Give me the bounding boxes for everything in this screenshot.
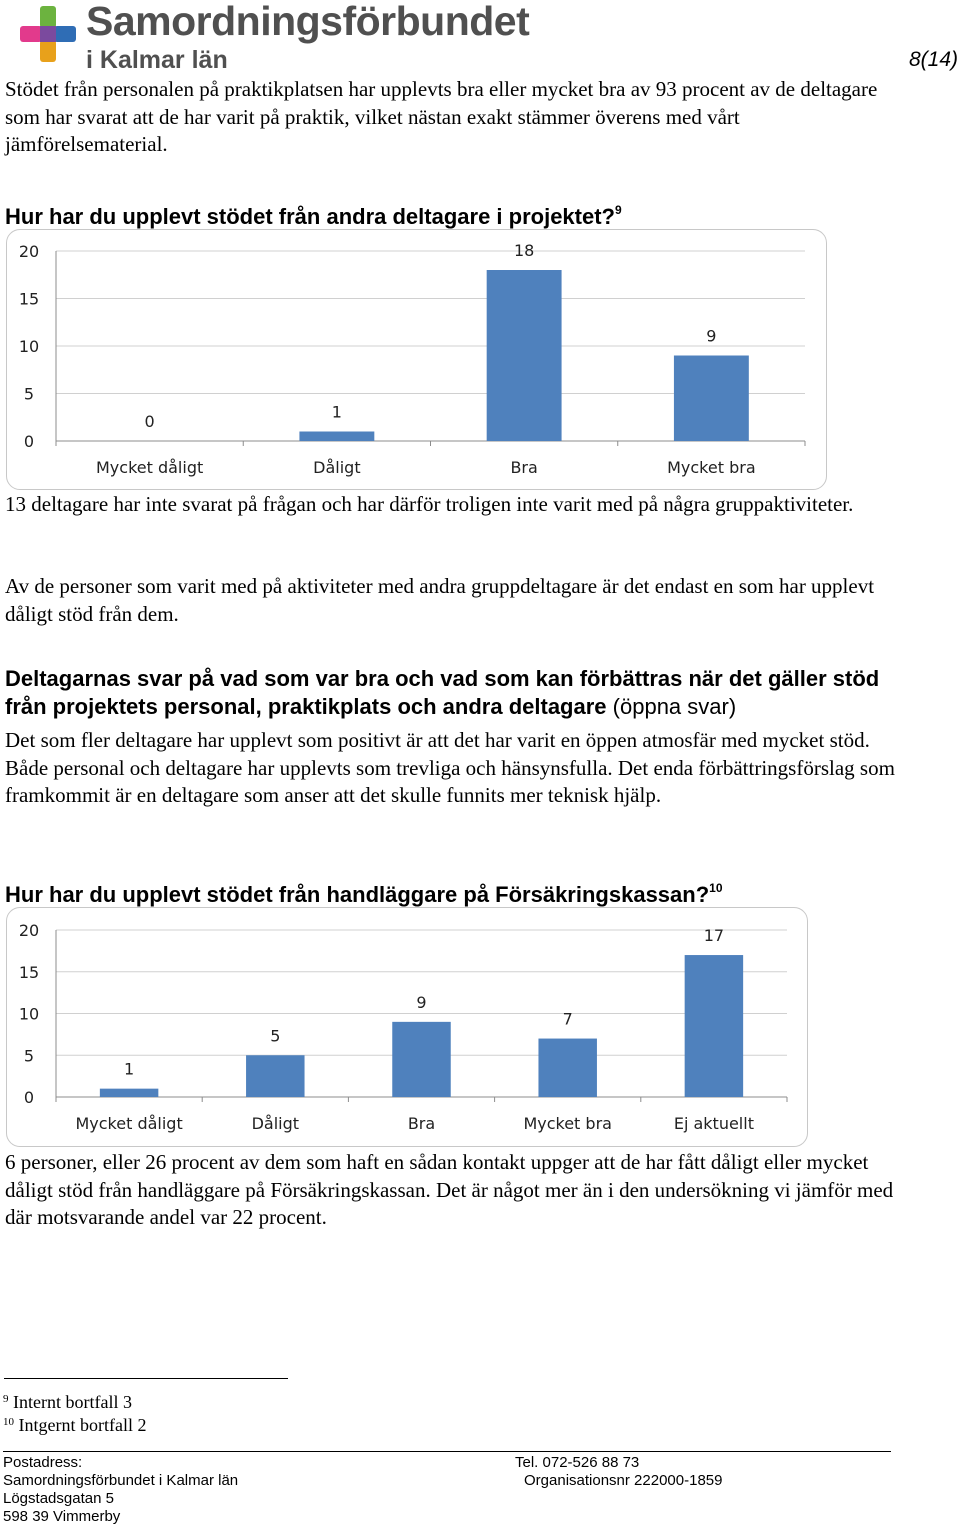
section1-heading [5,196,905,231]
x-tick-label: Dåligt [251,1114,300,1133]
section2-body: Det som fler deltagare har upplevt som positivt är att det har varit en öppen atmosfär med mycket stöd. Både personal och deltagare har upplevts som trevliga och hänsynsfulla. Det enda förbättringsförslag som framkommit är en deltagare som anser att det skulle funnits mer teknisk hjälp. [5,728,895,807]
x-tick-label: Mycket dåligt [75,1114,183,1133]
y-tick-label: 0 [23,432,35,451]
x-tick-label: Bra [510,458,538,477]
x-tick-label: Bra [407,1114,436,1133]
section1-conclusion: Av de personer som varit med på aktiviteter med andra gruppdeltagare är det endast en som har upplevt dåligt stöd från dem. [5,574,875,626]
footnote-text: Internt bortfall 3 [13,1392,132,1412]
footer-divider [3,1451,891,1452]
y-tick-label: 5 [23,384,35,404]
footer-address [3,1454,238,1526]
x-tick-label: Mycket dåligt [96,458,204,477]
section2-heading-normal: (öppna svar) [612,694,737,719]
bar [674,356,749,442]
intro-paragraph: Stödet från personalen på praktikplatsen har upplevts bra eller mycket bra av 93 procent av de deltagare som har svarat att de har varit på praktik, vilket nästan exakt stämmer överens med vårt jämförelsematerial. [5,77,878,156]
bar [392,1022,450,1097]
section2-heading [5,665,905,721]
y-tick-label: 15 [18,962,40,982]
footnote-separator [4,1378,288,1379]
x-tick-label: Ej aktuellt [673,1114,754,1133]
footnote-9 [3,1388,132,1413]
footer-orgnr: Organisationsnr 222000-1859 [524,1472,723,1489]
logo [14,0,530,74]
logo-name: Samordningsförbundet [86,0,530,44]
data-label: 9 [416,992,427,1012]
footer-organisation: Samordningsförbundet i Kalmar län [3,1472,239,1489]
footer-phone: Tel. 072-526 88 73 [515,1454,640,1471]
chart-2 [6,907,808,1147]
data-label: 7 [562,1009,573,1029]
bar [487,270,562,441]
section1-note: 13 deltagare har inte svarat på frågan och har därför troligen inte varit med på några gruppaktiviteter. [5,492,854,516]
data-label: 9 [706,326,717,346]
x-tick-label: Dåligt [313,458,361,477]
x-tick-label: Mycket bra [667,458,756,477]
x-tick-label: Mycket bra [523,1114,612,1133]
y-tick-label: 5 [23,1046,35,1066]
footnote-10 [3,1411,146,1436]
data-label: 18 [513,241,535,260]
data-label: 1 [331,402,342,422]
chart-1-svg [7,230,826,489]
section3-body: 6 personer, eller 26 procent av dem som haft en sådan kontakt uppger att de har fått dåligt eller mycket dåligt stöd från handläggare på Försäkringskassan. Det är något mer än i den undersökning vi jämför med där motsvarande andel var 22 procent. [5,1150,894,1229]
bar [538,1039,596,1097]
logo-cross-icon [18,4,78,64]
bar [246,1055,304,1097]
section3-heading-text: Hur har du upplevt stödet från handläggare på Försäkringskassan? [5,882,710,907]
bar [100,1089,158,1097]
footer-city: 598 39 Vimmerby [3,1508,121,1525]
y-tick-label: 20 [18,242,40,261]
footnote-number: 9 [3,1393,9,1405]
data-label: 5 [270,1026,281,1046]
y-tick-label: 20 [18,921,40,940]
logo-subtitle: i Kalmar län [86,46,228,74]
footnote-ref-10: 10 [709,881,723,895]
bar [685,955,743,1097]
page-number: 8(14) [908,48,958,71]
footnote-number: 10 [3,1416,14,1428]
section1-heading-text: Hur har du upplevt stödet från andra deltagare i projektet? [5,204,615,229]
y-tick-label: 10 [18,1004,40,1024]
footer-postadress-label: Postadress: [3,1454,83,1471]
y-tick-label: 0 [23,1088,35,1107]
chart-1 [6,229,827,490]
section2-heading-bold: Deltagarnas svar på vad som var bra och vad som kan förbättras när det gäller stöd från projektets personal, praktikplats och andra deltagare [5,666,880,719]
y-tick-label: 15 [18,289,40,309]
y-tick-label: 10 [18,337,40,356]
footer-street: Lögstadsgatan 5 [3,1490,114,1507]
data-label: 17 [703,926,725,946]
section3-heading [5,874,905,909]
bar [299,432,374,442]
footnote-text: Intgernt bortfall 2 [18,1415,147,1435]
chart-2-svg [7,908,807,1146]
footnote-ref-9: 9 [614,203,622,217]
data-label: 0 [144,412,155,431]
data-label: 1 [124,1059,135,1079]
